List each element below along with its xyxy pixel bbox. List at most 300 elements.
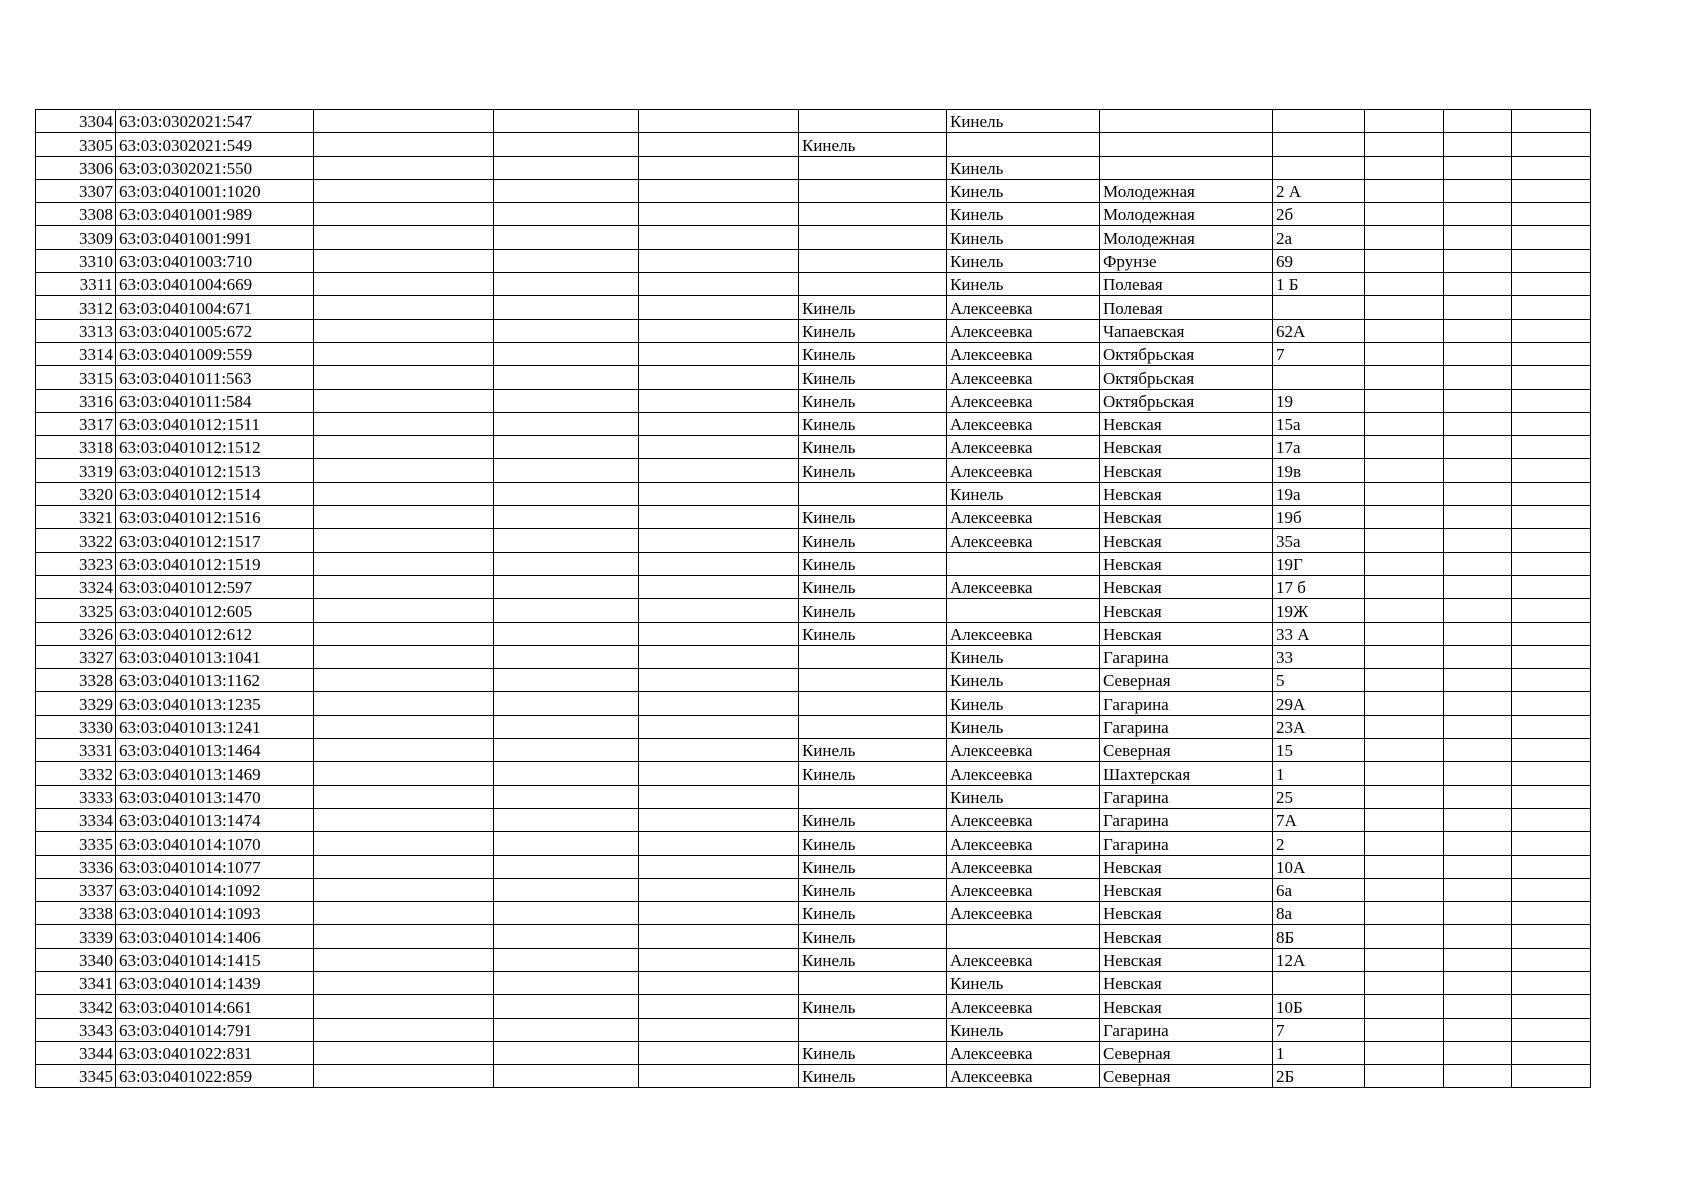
empty-cell-f xyxy=(1512,832,1591,855)
cadastral-number-cell: 63:03:0401013:1469 xyxy=(116,762,314,785)
house-cell: 25 xyxy=(1273,785,1365,808)
empty-cell-b xyxy=(494,739,639,762)
row-number-cell: 3325 xyxy=(36,599,116,622)
house-cell: 17а xyxy=(1273,436,1365,459)
cadastral-number-cell: 63:03:0401009:559 xyxy=(116,342,314,365)
cadastral-number-cell: 63:03:0401012:597 xyxy=(116,575,314,598)
table-row xyxy=(36,645,1591,668)
row-number-cell: 3321 xyxy=(36,506,116,529)
row-number-cell: 3316 xyxy=(36,389,116,412)
empty-cell-a xyxy=(314,110,494,133)
table-row xyxy=(36,971,1591,994)
empty-cell-b xyxy=(494,645,639,668)
empty-cell-d xyxy=(1365,529,1444,552)
house-cell xyxy=(1273,971,1365,994)
empty-cell-b xyxy=(494,902,639,925)
empty-cell-e xyxy=(1444,715,1512,738)
empty-cell-c xyxy=(639,1018,799,1041)
empty-cell-a xyxy=(314,436,494,459)
street-cell xyxy=(1100,110,1273,133)
empty-cell-e xyxy=(1444,785,1512,808)
district-cell: Кинель xyxy=(799,459,947,482)
empty-cell-e xyxy=(1444,995,1512,1018)
street-cell: Невская xyxy=(1100,529,1273,552)
locality-cell: Кинель xyxy=(947,785,1100,808)
house-cell: 69 xyxy=(1273,249,1365,272)
empty-cell-b xyxy=(494,971,639,994)
row-number-cell: 3343 xyxy=(36,1018,116,1041)
cadastral-number-cell: 63:03:0401014:1439 xyxy=(116,971,314,994)
empty-cell-d xyxy=(1365,1041,1444,1064)
cadastral-number-cell: 63:03:0401014:1415 xyxy=(116,948,314,971)
cadastral-number-cell: 63:03:0401014:1077 xyxy=(116,855,314,878)
empty-cell-d xyxy=(1365,575,1444,598)
street-cell xyxy=(1100,156,1273,179)
row-number-cell: 3313 xyxy=(36,319,116,342)
street-cell: Невская xyxy=(1100,459,1273,482)
empty-cell-a xyxy=(314,645,494,668)
row-number-cell: 3305 xyxy=(36,133,116,156)
locality-cell xyxy=(947,552,1100,575)
empty-cell-f xyxy=(1512,529,1591,552)
row-number-cell: 3326 xyxy=(36,622,116,645)
district-cell: Кинель xyxy=(799,739,947,762)
empty-cell-b xyxy=(494,1018,639,1041)
house-cell: 33 xyxy=(1273,645,1365,668)
empty-cell-f xyxy=(1512,692,1591,715)
street-cell: Гагарина xyxy=(1100,715,1273,738)
empty-cell-f xyxy=(1512,925,1591,948)
empty-cell-f xyxy=(1512,179,1591,202)
house-cell xyxy=(1273,156,1365,179)
empty-cell-a xyxy=(314,249,494,272)
empty-cell-b xyxy=(494,715,639,738)
street-cell: Невская xyxy=(1100,482,1273,505)
empty-cell-e xyxy=(1444,645,1512,668)
table-row xyxy=(36,133,1591,156)
table-row xyxy=(36,319,1591,342)
empty-cell-d xyxy=(1365,506,1444,529)
house-cell: 2а xyxy=(1273,226,1365,249)
row-number-cell: 3304 xyxy=(36,110,116,133)
empty-cell-b xyxy=(494,156,639,179)
house-cell: 19а xyxy=(1273,482,1365,505)
empty-cell-e xyxy=(1444,599,1512,622)
cadastral-number-cell: 63:03:0302021:549 xyxy=(116,133,314,156)
empty-cell-c xyxy=(639,692,799,715)
district-cell xyxy=(799,273,947,296)
empty-cell-b xyxy=(494,692,639,715)
row-number-cell: 3335 xyxy=(36,832,116,855)
empty-cell-b xyxy=(494,366,639,389)
district-cell: Кинель xyxy=(799,878,947,901)
empty-cell-b xyxy=(494,808,639,831)
locality-cell: Кинель xyxy=(947,692,1100,715)
empty-cell-e xyxy=(1444,692,1512,715)
table-row xyxy=(36,203,1591,226)
table-row xyxy=(36,436,1591,459)
empty-cell-d xyxy=(1365,1065,1444,1088)
cadastral-number-cell: 63:03:0401001:991 xyxy=(116,226,314,249)
locality-cell: Кинель xyxy=(947,249,1100,272)
empty-cell-e xyxy=(1444,436,1512,459)
empty-cell-a xyxy=(314,179,494,202)
street-cell: Октябрьская xyxy=(1100,342,1273,365)
locality-cell: Кинель xyxy=(947,273,1100,296)
district-cell: Кинель xyxy=(799,925,947,948)
empty-cell-f xyxy=(1512,506,1591,529)
empty-cell-d xyxy=(1365,855,1444,878)
house-cell: 19б xyxy=(1273,506,1365,529)
district-cell: Кинель xyxy=(799,1065,947,1088)
empty-cell-b xyxy=(494,948,639,971)
empty-cell-a xyxy=(314,552,494,575)
street-cell: Гагарина xyxy=(1100,692,1273,715)
table-row xyxy=(36,1065,1591,1088)
empty-cell-c xyxy=(639,575,799,598)
empty-cell-c xyxy=(639,296,799,319)
empty-cell-d xyxy=(1365,1018,1444,1041)
empty-cell-e xyxy=(1444,179,1512,202)
empty-cell-e xyxy=(1444,389,1512,412)
district-cell xyxy=(799,1018,947,1041)
district-cell: Кинель xyxy=(799,506,947,529)
empty-cell-b xyxy=(494,832,639,855)
empty-cell-e xyxy=(1444,319,1512,342)
house-cell: 7 xyxy=(1273,342,1365,365)
empty-cell-f xyxy=(1512,273,1591,296)
row-number-cell: 3306 xyxy=(36,156,116,179)
empty-cell-d xyxy=(1365,878,1444,901)
table-row xyxy=(36,459,1591,482)
row-number-cell: 3331 xyxy=(36,739,116,762)
empty-cell-f xyxy=(1512,133,1591,156)
house-cell: 6а xyxy=(1273,878,1365,901)
empty-cell-a xyxy=(314,739,494,762)
empty-cell-a xyxy=(314,506,494,529)
empty-cell-f xyxy=(1512,110,1591,133)
locality-cell: Алексеевка xyxy=(947,436,1100,459)
empty-cell-c xyxy=(639,459,799,482)
empty-cell-c xyxy=(639,203,799,226)
empty-cell-b xyxy=(494,552,639,575)
empty-cell-e xyxy=(1444,622,1512,645)
empty-cell-f xyxy=(1512,902,1591,925)
empty-cell-e xyxy=(1444,971,1512,994)
cadastral-number-cell: 63:03:0401001:989 xyxy=(116,203,314,226)
empty-cell-e xyxy=(1444,366,1512,389)
empty-cell-e xyxy=(1444,832,1512,855)
row-number-cell: 3334 xyxy=(36,808,116,831)
locality-cell: Кинель xyxy=(947,226,1100,249)
empty-cell-c xyxy=(639,995,799,1018)
house-cell: 2Б xyxy=(1273,1065,1365,1088)
house-cell: 1 xyxy=(1273,1041,1365,1064)
table-row xyxy=(36,739,1591,762)
empty-cell-b xyxy=(494,529,639,552)
street-cell: Невская xyxy=(1100,622,1273,645)
locality-cell: Алексеевка xyxy=(947,808,1100,831)
empty-cell-e xyxy=(1444,948,1512,971)
empty-cell-e xyxy=(1444,203,1512,226)
district-cell xyxy=(799,692,947,715)
row-number-cell: 3328 xyxy=(36,669,116,692)
street-cell: Полевая xyxy=(1100,296,1273,319)
cadastral-number-cell: 63:03:0401022:859 xyxy=(116,1065,314,1088)
empty-cell-d xyxy=(1365,436,1444,459)
empty-cell-b xyxy=(494,1041,639,1064)
cadastral-number-cell: 63:03:0401012:605 xyxy=(116,599,314,622)
empty-cell-c xyxy=(639,319,799,342)
table-row xyxy=(36,296,1591,319)
empty-cell-a xyxy=(314,459,494,482)
table-row xyxy=(36,389,1591,412)
empty-cell-d xyxy=(1365,692,1444,715)
locality-cell xyxy=(947,133,1100,156)
table-row xyxy=(36,506,1591,529)
empty-cell-f xyxy=(1512,249,1591,272)
street-cell: Полевая xyxy=(1100,273,1273,296)
empty-cell-f xyxy=(1512,622,1591,645)
empty-cell-d xyxy=(1365,110,1444,133)
district-cell: Кинель xyxy=(799,342,947,365)
empty-cell-d xyxy=(1365,599,1444,622)
locality-cell: Алексеевка xyxy=(947,1041,1100,1064)
row-number-cell: 3337 xyxy=(36,878,116,901)
street-cell: Невская xyxy=(1100,995,1273,1018)
house-cell: 12А xyxy=(1273,948,1365,971)
street-cell: Чапаевская xyxy=(1100,319,1273,342)
empty-cell-e xyxy=(1444,575,1512,598)
empty-cell-f xyxy=(1512,436,1591,459)
empty-cell-c xyxy=(639,436,799,459)
empty-cell-a xyxy=(314,296,494,319)
empty-cell-c xyxy=(639,948,799,971)
house-cell: 19Ж xyxy=(1273,599,1365,622)
empty-cell-c xyxy=(639,739,799,762)
house-cell: 7А xyxy=(1273,808,1365,831)
empty-cell-f xyxy=(1512,412,1591,435)
table-row xyxy=(36,669,1591,692)
empty-cell-c xyxy=(639,762,799,785)
table-row xyxy=(36,762,1591,785)
table-row xyxy=(36,156,1591,179)
district-cell: Кинель xyxy=(799,808,947,831)
empty-cell-f xyxy=(1512,156,1591,179)
row-number-cell: 3312 xyxy=(36,296,116,319)
district-cell xyxy=(799,249,947,272)
house-cell xyxy=(1273,296,1365,319)
cadastral-number-cell: 63:03:0401012:1514 xyxy=(116,482,314,505)
row-number-cell: 3341 xyxy=(36,971,116,994)
district-cell: Кинель xyxy=(799,762,947,785)
empty-cell-e xyxy=(1444,506,1512,529)
table-row xyxy=(36,1041,1591,1064)
district-cell: Кинель xyxy=(799,552,947,575)
street-cell: Гагарина xyxy=(1100,1018,1273,1041)
row-number-cell: 3332 xyxy=(36,762,116,785)
cadastral-number-cell: 63:03:0401013:1041 xyxy=(116,645,314,668)
street-cell: Гагарина xyxy=(1100,808,1273,831)
locality-cell: Кинель xyxy=(947,203,1100,226)
empty-cell-f xyxy=(1512,342,1591,365)
empty-cell-b xyxy=(494,412,639,435)
empty-cell-f xyxy=(1512,296,1591,319)
row-number-cell: 3324 xyxy=(36,575,116,598)
street-cell: Фрунзе xyxy=(1100,249,1273,272)
street-cell: Невская xyxy=(1100,902,1273,925)
locality-cell: Кинель xyxy=(947,156,1100,179)
empty-cell-e xyxy=(1444,273,1512,296)
empty-cell-b xyxy=(494,342,639,365)
row-number-cell: 3308 xyxy=(36,203,116,226)
district-cell xyxy=(799,179,947,202)
empty-cell-e xyxy=(1444,226,1512,249)
empty-cell-b xyxy=(494,622,639,645)
empty-cell-e xyxy=(1444,808,1512,831)
cadastral-number-cell: 63:03:0401014:1093 xyxy=(116,902,314,925)
district-cell xyxy=(799,971,947,994)
row-number-cell: 3340 xyxy=(36,948,116,971)
street-cell: Невская xyxy=(1100,436,1273,459)
empty-cell-b xyxy=(494,110,639,133)
street-cell: Октябрьская xyxy=(1100,366,1273,389)
empty-cell-f xyxy=(1512,366,1591,389)
locality-cell: Алексеевка xyxy=(947,995,1100,1018)
cadastral-number-cell: 63:03:0302021:547 xyxy=(116,110,314,133)
empty-cell-d xyxy=(1365,389,1444,412)
empty-cell-c xyxy=(639,622,799,645)
locality-cell: Алексеевка xyxy=(947,342,1100,365)
empty-cell-d xyxy=(1365,948,1444,971)
empty-cell-f xyxy=(1512,645,1591,668)
house-cell: 23А xyxy=(1273,715,1365,738)
empty-cell-a xyxy=(314,669,494,692)
table-row xyxy=(36,110,1591,133)
registry-table xyxy=(35,109,1591,1088)
empty-cell-c xyxy=(639,552,799,575)
empty-cell-c xyxy=(639,412,799,435)
locality-cell: Алексеевка xyxy=(947,762,1100,785)
empty-cell-b xyxy=(494,878,639,901)
district-cell: Кинель xyxy=(799,599,947,622)
empty-cell-e xyxy=(1444,669,1512,692)
row-number-cell: 3320 xyxy=(36,482,116,505)
empty-cell-a xyxy=(314,878,494,901)
empty-cell-a xyxy=(314,925,494,948)
table-row xyxy=(36,832,1591,855)
empty-cell-e xyxy=(1444,529,1512,552)
row-number-cell: 3314 xyxy=(36,342,116,365)
empty-cell-e xyxy=(1444,1041,1512,1064)
empty-cell-c xyxy=(639,342,799,365)
empty-cell-e xyxy=(1444,902,1512,925)
cadastral-number-cell: 63:03:0401014:1406 xyxy=(116,925,314,948)
street-cell: Невская xyxy=(1100,971,1273,994)
house-cell xyxy=(1273,366,1365,389)
empty-cell-d xyxy=(1365,156,1444,179)
district-cell: Кинель xyxy=(799,412,947,435)
cadastral-number-cell: 63:03:0401013:1464 xyxy=(116,739,314,762)
locality-cell xyxy=(947,599,1100,622)
table-row xyxy=(36,925,1591,948)
cadastral-number-cell: 63:03:0401012:612 xyxy=(116,622,314,645)
empty-cell-b xyxy=(494,389,639,412)
district-cell: Кинель xyxy=(799,529,947,552)
empty-cell-a xyxy=(314,808,494,831)
locality-cell: Алексеевка xyxy=(947,948,1100,971)
empty-cell-c xyxy=(639,273,799,296)
empty-cell-b xyxy=(494,925,639,948)
table-row xyxy=(36,995,1591,1018)
empty-cell-c xyxy=(639,925,799,948)
empty-cell-f xyxy=(1512,948,1591,971)
empty-cell-f xyxy=(1512,599,1591,622)
empty-cell-d xyxy=(1365,482,1444,505)
locality-cell: Алексеевка xyxy=(947,459,1100,482)
street-cell: Шахтерская xyxy=(1100,762,1273,785)
street-cell: Невская xyxy=(1100,575,1273,598)
empty-cell-e xyxy=(1444,878,1512,901)
empty-cell-e xyxy=(1444,296,1512,319)
empty-cell-d xyxy=(1365,366,1444,389)
locality-cell: Алексеевка xyxy=(947,855,1100,878)
empty-cell-f xyxy=(1512,808,1591,831)
district-cell xyxy=(799,226,947,249)
empty-cell-b xyxy=(494,179,639,202)
empty-cell-e xyxy=(1444,133,1512,156)
table-row xyxy=(36,622,1591,645)
empty-cell-b xyxy=(494,436,639,459)
house-cell: 1 xyxy=(1273,762,1365,785)
empty-cell-e xyxy=(1444,739,1512,762)
row-number-cell: 3344 xyxy=(36,1041,116,1064)
empty-cell-d xyxy=(1365,971,1444,994)
cadastral-number-cell: 63:03:0401022:831 xyxy=(116,1041,314,1064)
cadastral-number-cell: 63:03:0401012:1517 xyxy=(116,529,314,552)
district-cell: Кинель xyxy=(799,948,947,971)
district-cell: Кинель xyxy=(799,389,947,412)
empty-cell-d xyxy=(1365,342,1444,365)
empty-cell-e xyxy=(1444,412,1512,435)
house-cell: 7 xyxy=(1273,1018,1365,1041)
table-row xyxy=(36,878,1591,901)
house-cell: 15а xyxy=(1273,412,1365,435)
empty-cell-a xyxy=(314,995,494,1018)
table-row xyxy=(36,1018,1591,1041)
empty-cell-c xyxy=(639,156,799,179)
street-cell: Октябрьская xyxy=(1100,389,1273,412)
empty-cell-c xyxy=(639,249,799,272)
district-cell xyxy=(799,785,947,808)
table-row xyxy=(36,902,1591,925)
house-cell: 1 Б xyxy=(1273,273,1365,296)
row-number-cell: 3327 xyxy=(36,645,116,668)
empty-cell-f xyxy=(1512,715,1591,738)
empty-cell-f xyxy=(1512,878,1591,901)
cadastral-number-cell: 63:03:0401013:1241 xyxy=(116,715,314,738)
empty-cell-d xyxy=(1365,319,1444,342)
district-cell: Кинель xyxy=(799,832,947,855)
empty-cell-f xyxy=(1512,762,1591,785)
empty-cell-c xyxy=(639,971,799,994)
street-cell: Северная xyxy=(1100,669,1273,692)
empty-cell-e xyxy=(1444,459,1512,482)
house-cell: 2 xyxy=(1273,832,1365,855)
empty-cell-c xyxy=(639,1065,799,1088)
row-number-cell: 3322 xyxy=(36,529,116,552)
empty-cell-d xyxy=(1365,995,1444,1018)
